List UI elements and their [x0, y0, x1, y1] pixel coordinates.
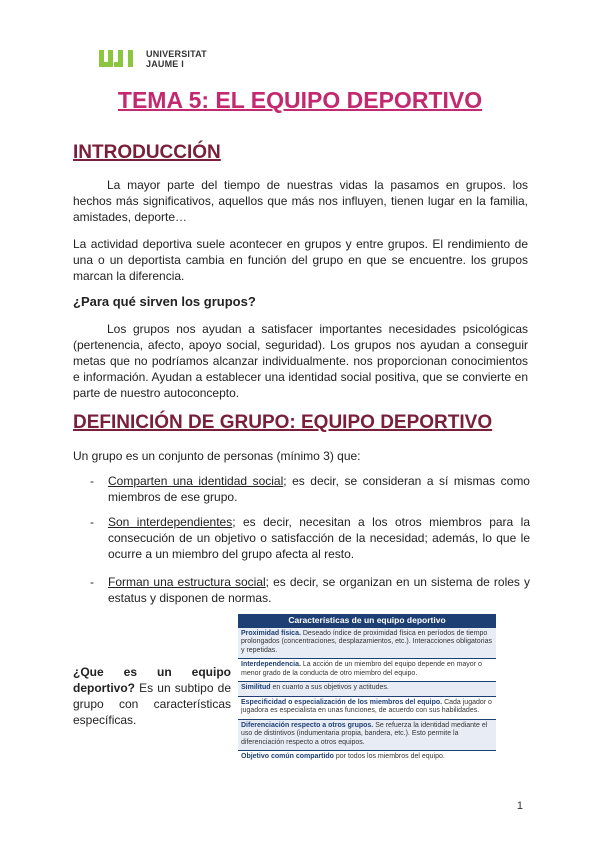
table-title: Características de un equipo deportivo [238, 614, 496, 628]
row-term: Objetivo común compartido [241, 753, 334, 760]
intro-paragraph-2: La actividad deportiva suele acontecer en grupos y entre grupos. El rendimiento de una o un deportista cambia en función del grupo en que se encuentre. los grupos marcan la diferencia. [73, 237, 528, 283]
row-text: Se refuerza la identidad mediante el uso de distintivos (indumentaria propia, bandera, etc.). Esto permite la diferenciación respecto a otros equipos. [241, 721, 488, 746]
team-answer: Es un subtipo de grupo con características específicas. [73, 681, 231, 727]
intro-heading: INTRODUCCIÓN [73, 142, 221, 163]
definition-heading: DEFINICIÓN DE GRUPO: EQUIPO DEPORTIVO [73, 412, 493, 433]
table-row [238, 751, 496, 765]
list-item-text: ; es decir, se organizan en un sistema de roles y estatus y disponen de normas. [108, 575, 531, 605]
document-title: TEMA 5: EL EQUIPO DEPORTIVO [117, 87, 483, 113]
row-text: en cuanto a sus objetivos y actitudes. [270, 684, 389, 691]
list-item [90, 514, 530, 562]
list-item [90, 574, 530, 606]
intro-paragraph-1: La mayor parte del tiempo de nuestras vidas la pasamos en grupos. los hechos más significativos, aquellos que más nos influyen, tienen lugar en la familia, amistades, deporte… [73, 178, 528, 224]
row-term: Proximidad física. [241, 629, 301, 637]
list-dash: - [90, 515, 94, 529]
question-heading: ¿Para qué sirven los grupos? [73, 294, 256, 309]
list-item-term: Forman una estructura social [108, 575, 266, 589]
row-term: Interdependencia. [241, 661, 301, 668]
logo-text [146, 49, 207, 69]
university-logo [99, 48, 207, 70]
characteristics-table [238, 614, 496, 765]
logo-line-2: JAUME I [146, 59, 184, 69]
row-term: Especificidad o especialización de los miembros del equipo. [241, 698, 443, 706]
row-term: Diferenciación respecto a otros grupos. [241, 721, 374, 729]
uji-logo-icon [99, 48, 141, 70]
definition-lead: Un grupo es un conjunto de personas (mínimo 3) que: [73, 449, 361, 463]
row-text: por todos los miembros del equipo. [333, 753, 445, 760]
table-row [238, 720, 496, 752]
row-text: La acción de un miembro del equipo depende en mayor o menor grado de la conducta de otro miembro del equipo. [241, 661, 482, 677]
list-dash: - [90, 575, 94, 589]
list-item-term: Son interdependientes [108, 515, 233, 529]
table-row [238, 697, 496, 720]
intro-paragraph-3: Los grupos nos ayudan a satisfacer importantes necesidades psicológicas (pertenencia, afecto, apoyo social, seguridad). Los grupos nos ayudan a conseguir metas que no podríamos alcanzar individualmente. nos proporcionan conocimientos e información. Ayudan a establecer una identidad social positiva, que se convierte en parte de nuestro autoconcepto. [73, 322, 528, 400]
row-term: Similitud [241, 684, 271, 691]
team-question: ¿Que es un equipo deportivo? [73, 665, 231, 695]
row-text: Deseado índice de proximidad física en períodos de tiempo prolongados (concentraciones, desplazamientos, etc.). Interacciones obligatorias y repetidas. [241, 629, 492, 654]
list-item [90, 473, 530, 505]
list-item-term: Comparten una identidad social [108, 474, 284, 488]
list-item-text: ; es decir, se consideran a sí mismas como miembros de ese grupo. [108, 474, 530, 504]
table-row [238, 659, 496, 682]
page-number: 1 [516, 800, 523, 812]
logo-line-1: UNIVERSITAT [146, 49, 207, 59]
list-dash: - [90, 474, 94, 488]
table-row [238, 628, 496, 660]
table-row [238, 682, 496, 697]
row-text: Cada jugador o jugadora es especialista en unas funciones, de acuerdo con sus habilidades. [241, 698, 492, 714]
team-definition-text [73, 664, 231, 728]
list-item-text: ; es decir, necesitan a los otros miembros para la consecución de un objetivo o satisfacción de la necesidad; además, lo que le ocurre a un miembro del grupo afecta al resto. [108, 515, 531, 561]
